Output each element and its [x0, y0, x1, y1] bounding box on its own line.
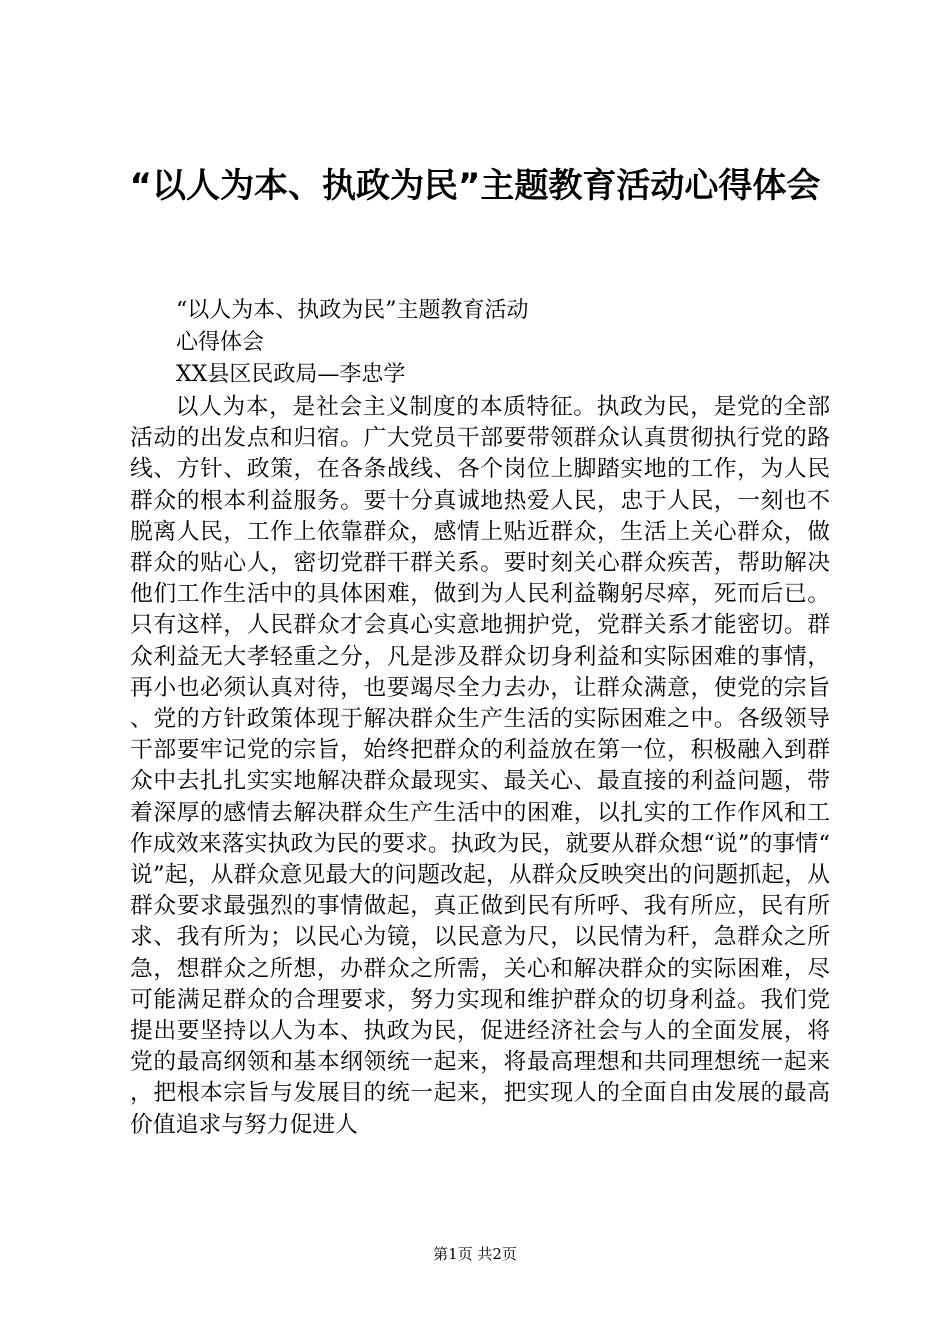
document-title: “以人为本、执政为民”主题教育活动心得体会 — [129, 166, 821, 206]
page-footer: 第1页 共2页 — [433, 1245, 517, 1263]
body-paragraph: 以人为本，是社会主义制度的本质特征。执政为民，是党的全部活动的出发点和归宿。广大党员干部要带领群众认真贯彻执行党的路线、方针、政策，在各条战线、各个岗位上脚踏实地的工作，为人民群众的根本利益服务。要十分真诚地热爱人民，忠于人民，一刻也不脱离人民，工作上依靠群众，感情上贴近群众，生活上关心群众，做群众的贴心人，密切党群干群关系。要时刻关心群众疾苦，帮助解决他们工作生活中的具体困难，做到为人民利益鞠躬尽瘁，死而后已。只有这样，人民群众才会真心实意地拥护党，党群关系才能密切。群众利益无大孝轻重之分，凡是涉及群众切身利益和实际困难的事情，再小也必须认真对待，也要竭尽全力去办，让群众满意，使党的宗旨、党的方针政策体现于解决群众生产生活的实际困难之中。各级领导干部要牢记党的宗旨，始终把群众的利益放在第一位，积极融入到群众中去扎扎实实地解决群众最现实、最关心、最直接的利益问题，带着深厚的感情去解决群众生产生活中的困难，以扎实的工作作风和工作成效来落实执政为民的要求。执政为民，就要从群众想“说”的事情“说”起，从群众意见最大的问题改起，从群众反映突出的问题抓起，从群众要求最强烈的事情做起，真正做到民有所呼、我有所应，民有所求、我有所为；以民心为镜，以民意为尺，以民情为秆，急群众之所急，想群众之所想，办群众之所需，关心和解决群众的实际困难，尽可能满足群众的合理要求，努力实现和维护群众的切身利益。我们党提出要坚持以人为本、执政为民，促进经济社会与人的全面发展，将党的最高纲领和基本纲领统一起来，将最高理想和共同理想统一起来，把根本宗旨与发展目的统一起来，把实现人的全面自由发展的最高价值追求与努力促进人 — [130, 394, 830, 1138]
subtitle-line-1: “以人为本、执政为民”主题教育活动 — [176, 298, 529, 323]
author-line: XX县区民政局—李忠学 — [176, 362, 406, 387]
subtitle-line-2: 心得体会 — [176, 330, 265, 355]
